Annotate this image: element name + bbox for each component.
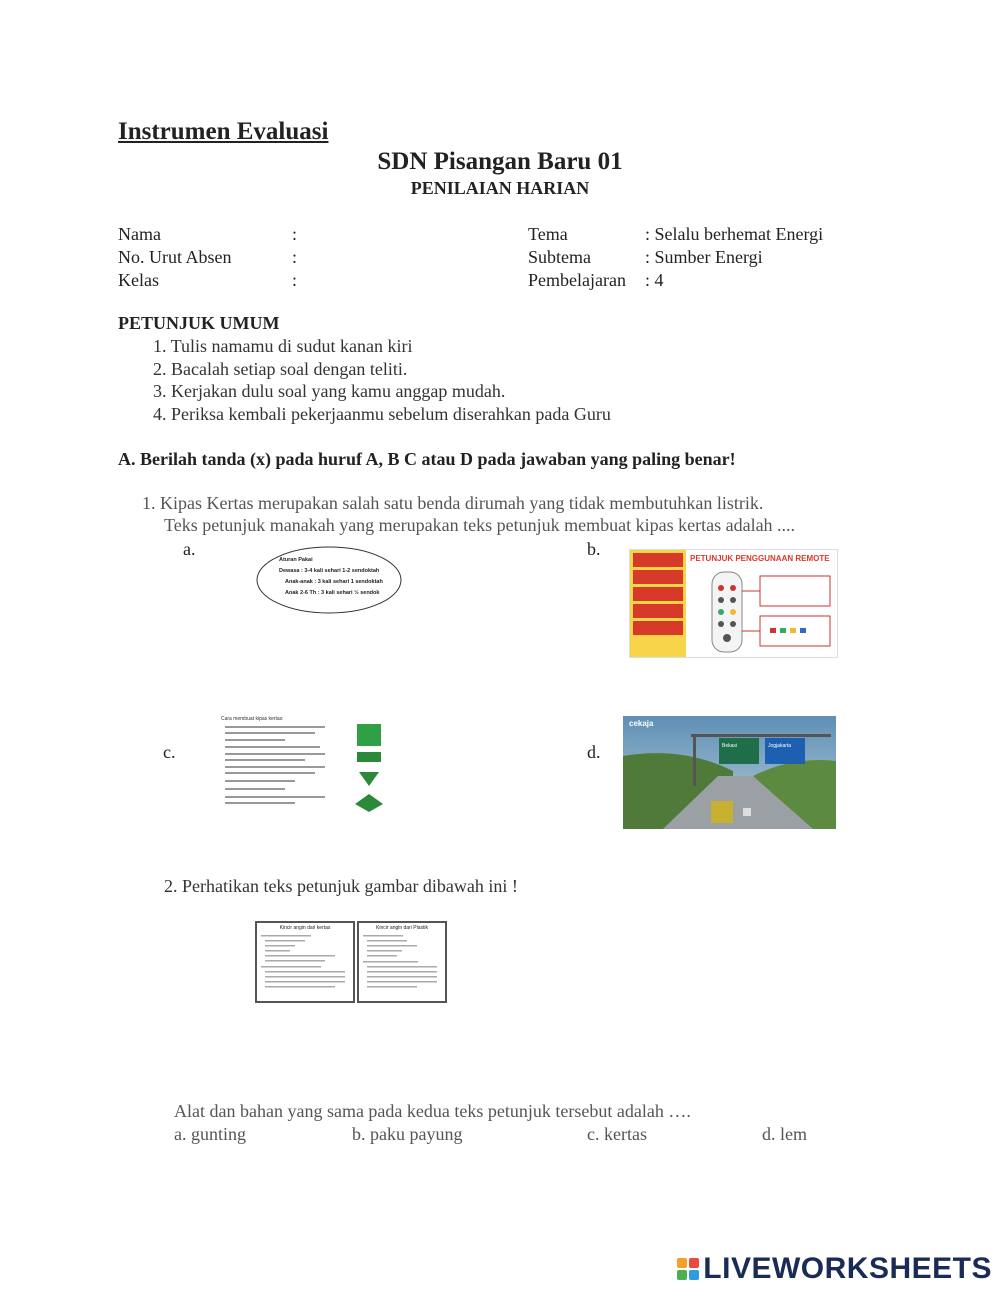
instruction-item: 4. Periksa kembali pekerjaanmu sebelum diserahkan pada Guru (153, 403, 611, 424)
instruction-item: 1. Tulis namamu di sudut kanan kiri (153, 336, 413, 356)
sep-nama: : (292, 224, 298, 244)
q1-line2: Teks petunjuk manakah yang merupakan teks petunjuk membuat kipas kertas adalah .... (164, 515, 796, 535)
liveworksheets-logo[interactable] (677, 1252, 992, 1286)
logo-icon (677, 1258, 699, 1280)
label-tema: Tema (528, 224, 568, 244)
q2-question: Alat dan bahan yang sama pada kedua teks petunjuk tersebut adalah …. (174, 1101, 691, 1121)
value-pembelajaran: : 4 (645, 270, 664, 290)
dosage-line: Dewasa : 3-4 kali sehari 1-2 sendoktah (279, 568, 380, 574)
instruction-item: 2. Bacalah setiap soal dengan teliti. (153, 358, 408, 379)
fan-heading: Cara membuat kipas kertas: (221, 716, 284, 722)
identity-row-absen (118, 247, 298, 270)
q1-option-b-label[interactable]: b. (587, 539, 601, 559)
document-title: Instrumen Evaluasi (118, 118, 329, 145)
q2-answer-c[interactable]: c. kertas (587, 1124, 647, 1144)
highway-photo (623, 716, 836, 829)
option-c-image[interactable] (219, 716, 389, 816)
instructions-list (153, 336, 611, 426)
dosage-line: Anak-anak : 3 kali sehari 1 sendoktah (285, 579, 383, 585)
assessment-subtitle: PENILAIAN HARIAN (410, 178, 590, 198)
q1-option-a-label[interactable]: a. (183, 539, 196, 559)
sign-text-1: Bekasi (722, 743, 738, 749)
q2-answer-a[interactable]: a. gunting (174, 1124, 246, 1144)
instruction-item: 3. Kerjakan dulu soal yang kamu anggap mudah. (153, 381, 506, 401)
q2-card-plastic (357, 921, 447, 1003)
label-nama: Nama (118, 224, 161, 244)
option-b-image[interactable] (629, 549, 838, 658)
identity-left (118, 224, 298, 293)
identity-row-pembelajaran (528, 270, 858, 293)
q1-option-c-label[interactable]: c. (163, 742, 176, 762)
card-plastic-title: Kincir angin dari Plastik (376, 925, 428, 931)
card-paper-title: Kincir angin dari kertas (279, 925, 331, 931)
q2-answer-d[interactable]: d. lem (762, 1124, 807, 1144)
identity-right (528, 224, 858, 293)
value-subtema: : Sumber Energi (645, 247, 763, 267)
card-paper-lines (257, 931, 349, 995)
identity-row-tema (528, 224, 858, 247)
q2-prompt: 2. Perhatikan teks petunjuk gambar dibawah ini ! (164, 876, 518, 896)
label-subtema: Subtema (528, 247, 591, 267)
q1-option-d-label[interactable]: d. (587, 742, 601, 762)
fan-steps (219, 724, 389, 816)
card-plastic-lines (359, 931, 441, 995)
logo-text: LIVEWORKSHEETS (703, 1252, 992, 1285)
remote-diagram (690, 566, 835, 656)
logo-block (689, 1270, 699, 1280)
remote-heading: PETUNJUK PENGGUNAAN REMOTE (690, 554, 830, 563)
identity-row-kelas (118, 270, 298, 293)
q2-card-paper (255, 921, 355, 1003)
remote-side-panel (630, 550, 686, 657)
value-tema: : Selalu berhemat Energi (645, 224, 824, 244)
section-a-title: A. Berilah tanda (x) pada huruf A, B C atau D pada jawaban yang paling benar! (118, 449, 736, 469)
instructions-title: PETUNJUK UMUM (118, 313, 280, 333)
dosage-line: Aturan Pakai (279, 557, 313, 563)
sign-text-2: Jogjakarta (768, 743, 792, 749)
q1-line1: 1. Kipas Kertas merupakan salah satu benda dirumah yang tidak membutuhkan listrik. (142, 493, 764, 513)
sep-kelas: : (292, 270, 298, 290)
identity-row-subtema (528, 247, 858, 270)
option-a-image[interactable] (255, 545, 403, 615)
school-name: SDN Pisangan Baru 01 (377, 148, 623, 175)
logo-block (677, 1258, 687, 1268)
label-absen: No. Urut Absen (118, 247, 232, 267)
identity-row-nama (118, 224, 298, 247)
label-kelas: Kelas (118, 270, 159, 290)
logo-block (689, 1258, 699, 1268)
logo-block (677, 1270, 687, 1280)
option-d-image[interactable] (623, 716, 836, 829)
photo-brand: cekaja (629, 719, 654, 728)
dosage-line: Anak 2-6 Th : 3 kali sehari ½ sendok (285, 590, 380, 596)
sep-absen: : (292, 247, 298, 267)
q2-answer-b[interactable]: b. paku payung (352, 1124, 463, 1144)
dosage-text (279, 555, 383, 599)
label-pembelajaran: Pembelajaran (528, 270, 626, 290)
